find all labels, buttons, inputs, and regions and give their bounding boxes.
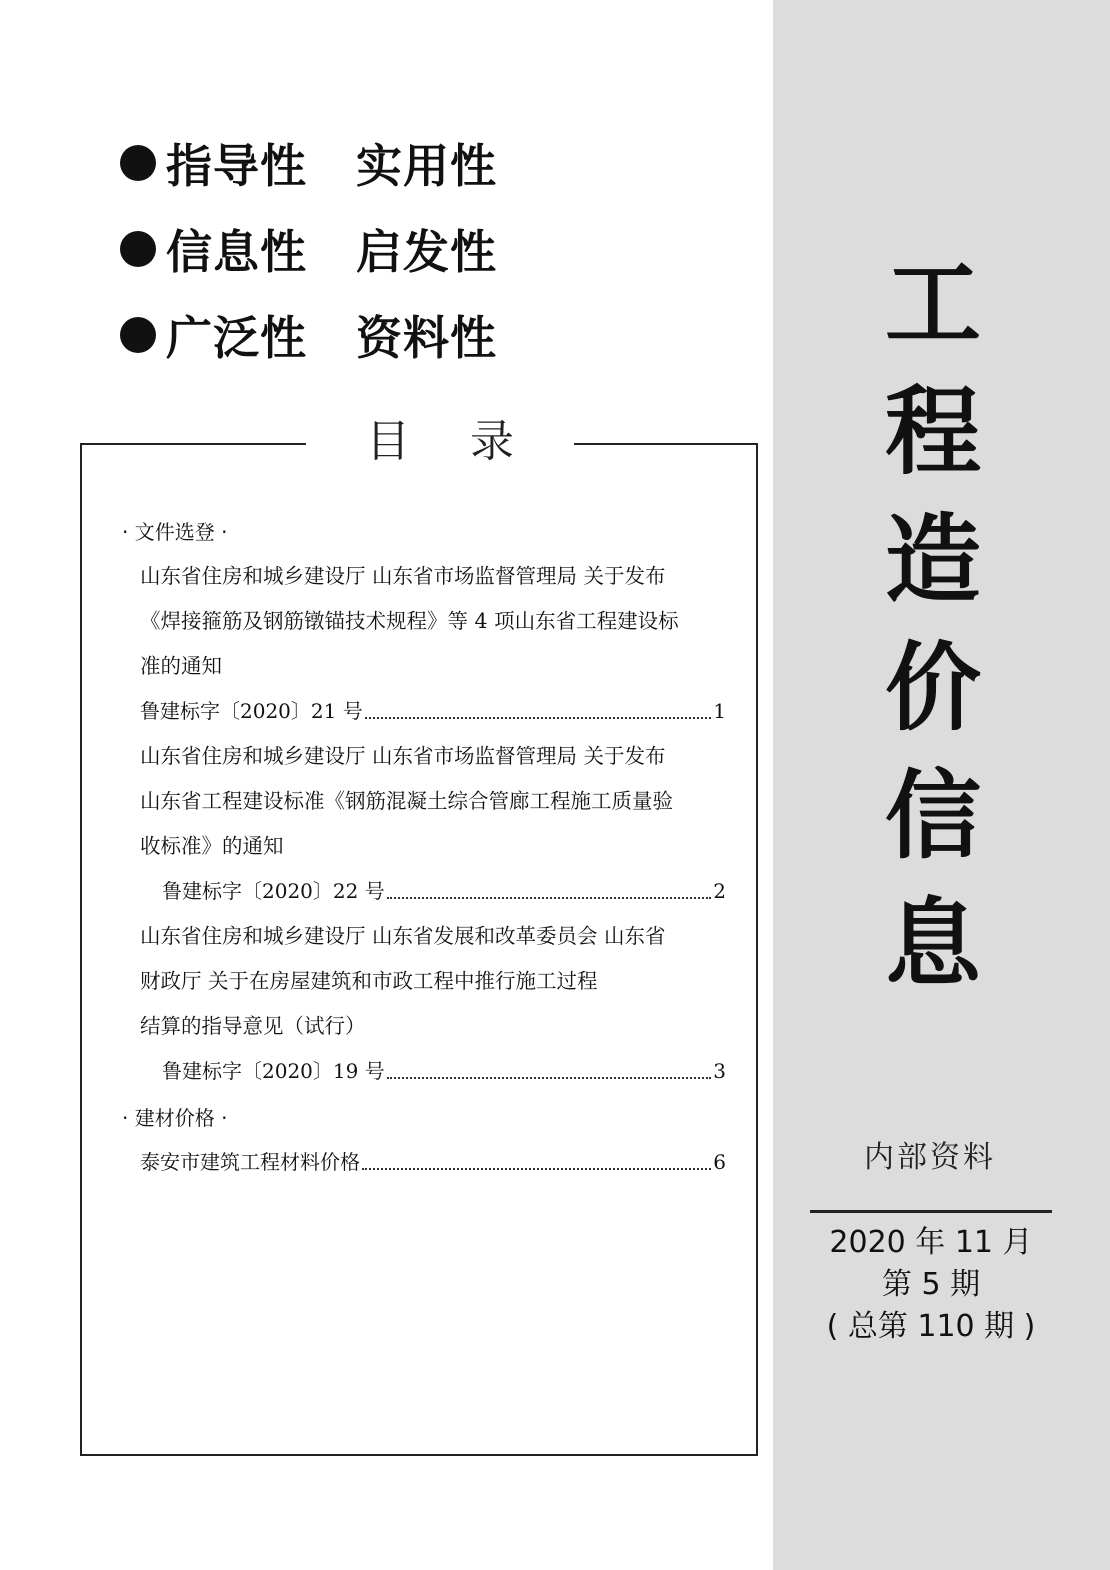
bullet-dot — [120, 145, 156, 181]
toc-section-heading: · 文件选登 · — [122, 520, 228, 544]
toc-title: 目录 — [306, 412, 574, 472]
internal-material-label: 内部资料 — [864, 1140, 996, 1175]
journal-title-char: 价 — [885, 631, 981, 744]
journal-title-char: 工 — [885, 247, 981, 360]
table-of-contents — [122, 510, 726, 1185]
divider — [810, 1210, 1052, 1213]
toc-entry-line: 山东省住房和城乡建设厅 山东省市场监督管理局 关于发布 — [140, 744, 666, 768]
journal-title-char: 信 — [885, 759, 981, 872]
slogan-text: 广泛性 — [166, 311, 307, 365]
slogan-text: 启发性 — [356, 225, 497, 279]
journal-title — [868, 240, 998, 1008]
issue-date: 2020 年 11 月 — [829, 1225, 1033, 1260]
toc-entry-line: 山东省工程建设标准《钢筋混凝土综合管廊工程施工质量验 — [140, 789, 673, 813]
toc-entry-doc-line[interactable] — [122, 869, 726, 914]
journal-title-char: 造 — [885, 503, 981, 616]
bullet-dot — [120, 231, 156, 267]
slogan-text: 指导性 — [166, 139, 307, 193]
toc-entry-doc-line[interactable] — [122, 1140, 726, 1185]
toc-entry-doc-line[interactable] — [122, 689, 726, 734]
bullet-dot — [120, 317, 156, 353]
issue-number: 第 5 期 — [881, 1267, 981, 1302]
slogans — [120, 120, 640, 378]
issue-total: ( 总第 110 期 ) — [826, 1309, 1036, 1344]
toc-entry-line: 收标准》的通知 — [140, 834, 284, 858]
journal-title-char: 息 — [885, 887, 981, 1000]
toc-page-number: 3 — [713, 1059, 726, 1083]
toc-doc-number: 鲁建标字〔2020〕22 号 — [162, 879, 385, 903]
slogan-text: 实用性 — [356, 139, 497, 193]
dot-leader — [387, 869, 712, 899]
slogan-text: 信息性 — [166, 225, 307, 279]
toc-page-number: 1 — [713, 699, 726, 723]
dot-leader — [387, 1049, 712, 1079]
toc-entry-line: 山东省住房和城乡建设厅 山东省发展和改革委员会 山东省 — [140, 924, 666, 948]
toc-entry-line: 山东省住房和城乡建设厅 山东省市场监督管理局 关于发布 — [140, 564, 666, 588]
toc-entry-doc-line[interactable] — [122, 1049, 726, 1094]
toc-entry-line: 《焊接箍筋及钢筋镦锚技术规程》等 4 项山东省工程建设标 — [140, 609, 679, 633]
toc-doc-number: 鲁建标字〔2020〕19 号 — [162, 1059, 385, 1083]
toc-doc-number: 鲁建标字〔2020〕21 号 — [140, 699, 363, 723]
toc-entry-title — [122, 554, 726, 689]
issue-info — [810, 1222, 1052, 1348]
slogan-row — [120, 292, 640, 378]
slogan-text: 资料性 — [356, 311, 497, 365]
toc-entry-title — [122, 914, 726, 1049]
toc-entry-line: 结算的指导意见（试行） — [140, 1014, 366, 1038]
toc-entry-line: 财政厅 关于在房屋建筑和市政工程中推行施工过程 — [140, 969, 598, 993]
slogan-row — [120, 206, 640, 292]
dot-leader — [365, 689, 712, 719]
toc-entry-line: 准的通知 — [140, 654, 222, 678]
dot-leader — [362, 1140, 711, 1170]
toc-entry-title — [122, 734, 726, 869]
toc-entry-title: 泰安市建筑工程材料价格 — [140, 1150, 360, 1174]
toc-page-number: 6 — [713, 1150, 726, 1174]
slogan-row — [120, 120, 640, 206]
toc-page-number: 2 — [713, 879, 726, 903]
toc-section-heading: · 建材价格 · — [122, 1106, 228, 1130]
journal-title-char: 程 — [885, 375, 981, 488]
